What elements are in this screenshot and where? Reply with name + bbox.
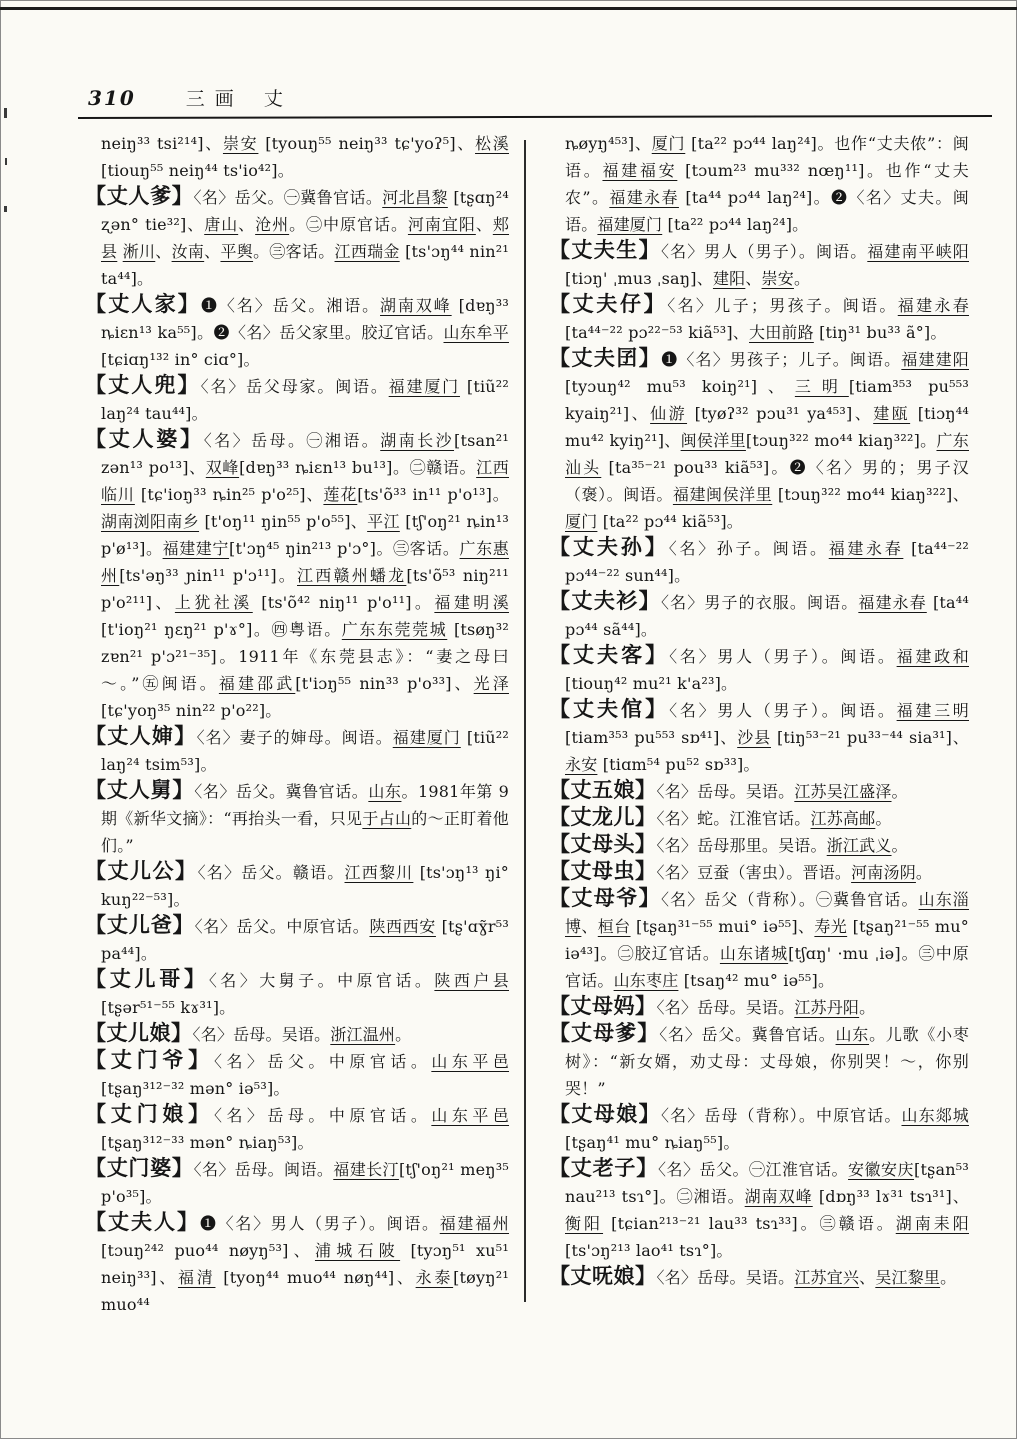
body-text: 、 [745,269,762,288]
body-text: [ta⁴⁴ pɔ⁴⁴ sã⁴⁴]。 [565,593,970,639]
place-name: 福建厦门 [597,215,663,234]
dictionary-entry [549,292,969,346]
body-text: [dɒŋ³³ lɤ³¹ tsɿ³¹]、 [812,1187,969,1206]
body-text: [tʂ'ɑɣ̃r⁵³ pa⁴⁴]。 [101,917,510,963]
header-rule [78,115,992,119]
body-text: [tyøʔ³² pɔu³¹ ya⁴⁵³]、 [687,404,874,423]
dictionary-entry [549,697,969,778]
body-text: [dɐŋ³³ ȵiɛn¹³ ka⁵⁵]。❷〈名〉岳父家里。胶辽官话。 [101,296,509,342]
place-name: 仙游 [650,404,688,423]
place-name: 山东郯城 [901,1106,969,1125]
place-name: 福建永春 [858,593,927,612]
place-name: 广东惠州 [101,539,509,585]
body-text: 。 [891,782,908,801]
dictionary-entry [549,1102,969,1156]
body-text: [tyoŋ⁴⁴ muo⁴⁴ nøŋ⁴⁴]、 [215,1268,416,1287]
dictionary-entry [549,1264,969,1291]
dictionary-entry [549,778,969,805]
dictionary-entry [85,859,509,913]
place-name: 厦门 [651,134,686,153]
entry-headword: 【丈人舅】 [85,777,195,802]
body-text: [ta⁴⁴ pɔ⁴⁴ laŋ²⁴]。❷〈名〉丈夫。闽语。 [565,188,969,234]
body-text: [tiũ²² laŋ²⁴ tsim⁵³]。 [101,728,510,774]
entry-headword: 【丈人家】 [85,291,202,316]
body-text: [tʂan⁵³ nau²¹³ tsɿ°]。㊁湘语。 [565,1160,970,1206]
body-text: [tɕ'ioŋ³³ ȵin²⁵ p'o²⁵]、 [134,485,324,504]
place-name: 崇安 [222,134,259,153]
place-name: 沧州 [255,215,290,234]
place-name: 江西瑞金 [334,242,400,261]
entry-headword: 【丈门娘】 [85,1101,214,1126]
place-name: 福建厦门 [388,377,460,396]
page-number: 310 [88,86,136,110]
place-name: 平舆 [220,242,254,261]
body-text: [ts'əŋ³³ ɲin¹¹ p'ɔ¹¹]。 [119,566,298,585]
body-text: [ta⁴⁴⁻²² pɔ⁴⁴⁻²² sun⁴⁴]。 [565,539,970,585]
entry-headword: 【丈母爹】 [549,1020,660,1045]
place-name: 郏县 [101,215,510,261]
body-text: 。儿歌《小枣树》：“新女婿，劝丈母：丈母娘，你别哭！～，你别哭！” [565,1025,970,1098]
body-text: 。 [940,1268,957,1287]
place-name: 河南宜阳 [407,215,476,234]
body-text: neiŋ³³ tsi²¹⁴]、 [101,134,223,153]
place-name: 福建永春 [609,188,679,207]
dictionary-entry [85,184,509,292]
place-name: 湖南耒阳 [895,1214,969,1233]
body-text: 。1981年第 9 期《新华文摘》：“再抬头一看，只见 [101,782,509,828]
body-text: 〈名〉岳父（背称）。㊀冀鲁官话。 [661,890,919,909]
entry-headword: 【丈母虫】 [549,858,657,883]
place-name: 唐山 [204,215,239,234]
entry-headword: 【丈人婶】 [85,723,197,748]
place-name: 福建邵武 [218,674,296,693]
body-text: [tʂər⁵¹⁻⁵⁵ kɤ³¹]。 [101,998,236,1017]
body-text: [tyɔuŋ⁴² mu⁵³ koiŋ²¹]、 [565,377,795,396]
body-text: [tʂaŋ³¹²⁻³³ mən° ȵiaŋ⁵³]。 [101,1133,314,1152]
scan-artifact [5,158,7,165]
place-name: 山东牟平 [443,323,509,342]
body-text: 〈名〉蛇。江淮官话。 [656,809,811,828]
place-name: 寿光 [814,917,848,936]
body-text: [tʃɑŋ' ·mu ˌiə]。㊂中原官话。 [565,944,969,990]
entry-headword: 【丈门婆】 [85,1155,194,1180]
dictionary-entry [549,346,969,535]
radical-char: 丈 [263,88,283,110]
body-text: [tyouŋ⁵⁵ neiŋ³³ tɕ'yoʔ⁵]、 [258,134,476,153]
entry-headword: 【丈龙儿】 [549,804,657,829]
place-name: 山东 [368,782,402,801]
entry-continuation [549,130,969,238]
body-text: [tiam³⁵³ pu⁵⁵³ sɒ⁴¹]、 [565,728,738,747]
place-name: 福建长汀 [333,1160,399,1179]
body-text: [tiũ²² laŋ²⁴ tau⁴⁴]。 [101,377,509,423]
body-text: [tɔuŋ²⁴² puo⁴⁴ nøyŋ⁵³]、 [101,1241,315,1260]
dictionary-entry [85,292,509,373]
body-text: 。 [793,269,811,288]
body-text: 〈名〉岳母。吴语。 [656,998,795,1017]
place-name: 沙县 [737,728,771,747]
place-name: 浙江武义 [826,836,892,855]
entry-headword: 【丈人爹】 [85,183,194,208]
place-name: 福建政和 [896,647,969,666]
body-text: 。 [891,836,908,855]
entry-headword: 【丈夫囝】 [549,345,662,370]
entry-headword: 【丈人兜】 [85,372,201,397]
place-name: 浦城石陂 [314,1241,401,1260]
body-text: 。㊁中原官话。 [289,215,408,234]
place-name: 吴江黎里 [875,1268,941,1287]
body-text: 〈名〉豆蚕（害虫）。晋语。 [656,863,852,882]
place-name: 湖南浏阳南乡 [101,512,200,531]
body-text: 〈名〉大舅子。中原官话。 [208,971,435,990]
body-text: [ts'ɔŋ²¹³ lao⁴¹ tsɿ°]。 [565,1241,733,1260]
body-text: 〈名〉孙子。闽语。 [668,539,829,558]
place-name: 安徽安庆 [848,1160,915,1179]
place-name: 平江 [367,512,400,531]
body-text: [ta²² pɔ⁴⁴ kiã⁵³]。 [597,512,743,531]
place-name: 莲花 [323,485,358,504]
place-name: 福建三明 [896,701,969,720]
entry-continuation [85,130,509,184]
body-text: ❶〈名〉男人（男子）。闽语。 [199,1214,440,1233]
body-text: [tʃ'oŋ²¹ ȵin¹³ p'ø¹³]。 [101,512,510,558]
place-name: 江西赣州蟠龙 [297,566,407,585]
dictionary-entry [549,1021,969,1102]
body-text: [tʂaŋ²¹⁻⁵⁵ mu° iə⁴³]。㊁胶辽官话。 [565,917,969,963]
place-name: 山东平邑 [431,1052,510,1071]
body-text: 。 [395,1025,412,1044]
body-text: [ta⁴⁴⁻²² pɔ²²⁻⁵³ kiã⁵³]、 [565,323,750,342]
entry-headword: 【丈母头】 [549,831,657,856]
place-name: 松溪 [475,134,509,153]
dictionary-entry [549,535,969,589]
place-name: 陕西户县 [434,971,509,990]
body-text: 、 [155,242,172,261]
entry-headword: 【丈门爷】 [85,1047,214,1072]
dictionary-entry [549,805,969,832]
body-text: 〈名〉岳父。㊀江淮官话。 [658,1160,849,1179]
body-text: 。㊂客话。 [253,242,335,261]
section-title: 三画 [185,88,244,110]
place-name: 山东诸城 [719,944,789,963]
dictionary-entry [549,859,969,886]
place-name: 福建厦门 [392,728,461,747]
place-name: 福清 [177,1268,216,1287]
body-text: ȵøyŋ⁴⁵³]、 [565,134,652,153]
entry-headword: 【丈母妈】 [549,993,657,1018]
place-name: 福建永春 [828,539,904,558]
entry-headword: 【丈儿公】 [85,858,198,883]
place-name: 闽侯洋里 [680,431,746,450]
body-text: [t'ioŋ²¹ ŋɛŋ²¹ p'ɤ°]。㊃粤语。 [101,620,342,639]
body-text: [tʂaŋ⁴¹ mu° ȵiaŋ⁵⁵]。 [565,1133,740,1152]
entry-headword: 【丈夫衫】 [549,588,662,613]
dictionary-entry [85,1156,509,1210]
place-name: 崇安 [761,269,794,288]
dictionary-entry [85,913,509,967]
body-text: 〈名〉岳父。冀鲁官话。 [659,1025,836,1044]
body-text: [dɐŋ³³ ȵiɛn¹³ bu¹³]。㊁赣语。 [239,458,477,477]
body-text: 〈名〉岳父。中原官话。 [213,1052,432,1071]
dictionary-entry [85,1048,509,1102]
place-name: 淅川 [122,242,156,261]
entry-headword: 【丈人婆】 [85,426,204,451]
place-name: 大田前路 [749,323,814,342]
place-name: 福建建阳 [901,350,969,369]
body-text: [ta²² pɔ⁴⁴ laŋ²⁴]。也作“丈夫侬”：闽语。 [565,134,969,180]
body-text: [tiam³⁵³ pu⁵⁵³ kyaiŋ²¹]、 [565,377,969,423]
dictionary-entry [85,373,509,427]
place-name: 福建福安 [602,161,678,180]
body-text: [tiouŋ⁵⁵ neiŋ⁴⁴ ts'io⁴²]。 [101,161,294,180]
entry-headword: 【丈夫孙】 [549,534,669,559]
place-name: 山东淄博 [565,890,969,936]
body-text: [tʂaŋ³¹²⁻³² mən° iə⁵³]。 [101,1079,290,1098]
dictionary-entry [549,832,969,859]
column-divider [524,140,526,1302]
place-name: 陕西西安 [369,917,436,936]
place-name: 广东汕头 [565,431,969,477]
place-name: 于占山 [362,809,412,828]
place-name: 光泽 [473,674,509,693]
dictionary-entry [85,967,509,1021]
body-text: [tɕ'yoŋ³⁵ nin²² p'o²²]。 [101,701,282,720]
place-name: 福建南平峡阳 [867,242,969,261]
body-text: 、 [859,1268,876,1287]
dictionary-entry [549,643,969,697]
dictionary-entry [549,589,969,643]
body-text: [tiɑm⁵⁴ pu⁵² sɒ³³]。 [597,755,760,774]
body-text: 〈名〉岳母。中原官话。 [213,1106,432,1125]
body-text: [tøyŋ²¹ muo⁴⁴ [101,1268,509,1314]
body-text: [tiŋ⁵³⁻²¹ pu³³⁻⁴⁴ sia³¹]、 [771,728,970,747]
place-name: 福建明溪 [434,593,509,612]
body-text: 〈名〉男子的衣服。闽语。 [661,593,859,612]
body-text: [tiŋ³¹ bu³³ ã°]。 [813,323,947,342]
entry-headword: 【丈儿娘】 [85,1020,193,1045]
body-text: [tɔum²³ mu³³² nœŋ¹¹]。也作“丈夫农”。 [565,161,970,207]
entry-headword: 【丈儿爸】 [85,912,195,937]
body-text: [ta²² pɔ⁴⁴ laŋ²⁴]。 [662,215,809,234]
body-text: [ts'õ³³ in¹¹ p'o¹³]。 [357,485,510,504]
body-text: [tʂaŋ³¹⁻⁵⁵ mui° iə⁵⁵]、 [630,917,815,936]
place-name: 福建永春 [897,296,969,315]
dictionary-entry [549,1156,969,1264]
place-name: 江西黎川 [344,863,414,882]
place-name: 双峰 [205,458,240,477]
place-name: 上犹社溪 [174,593,253,612]
body-text: [tiɔŋ' ˌmuɜ ˌsaŋ]、 [565,269,713,288]
dictionary-entry [85,1210,509,1318]
body-text: 〈名〉妻子的婶母。闽语。 [196,728,393,747]
place-name: 河南汤阴 [851,863,916,882]
body-text: 〈名〉岳父。㊀冀鲁官话。 [193,188,383,207]
body-text: [ts'ɔŋ¹³ ŋi° kuŋ²²⁻⁵³]。 [101,863,509,909]
place-name: 衡阳 [565,1214,604,1233]
body-text: 、 [204,242,221,261]
body-text: 〈名〉岳母（背称）。中原官话。 [661,1106,902,1125]
body-text: 〈名〉岳母。吴语。 [192,1025,331,1044]
body-text: [tɕiɑŋ¹³² in° ciɑ°]。 [101,350,260,369]
scan-artifact [4,206,7,212]
entry-headword: 【丈母娘】 [549,1101,661,1126]
body-text: ❶〈名〉岳父。湘语。 [201,296,381,315]
dictionary-entry [85,1021,509,1048]
body-text: [tiouŋ⁴² mu²¹ k'a²³]。 [565,674,738,693]
place-name: 湖南双峰 [380,296,452,315]
body-text: 。 [915,863,933,882]
place-name: 河北昌黎 [382,188,448,207]
place-name: 福建建宁 [162,539,230,558]
body-text: 的～正盯着他们。” [101,809,510,855]
entry-headword: 【丈夫仔】 [549,291,668,316]
body-text: 、 [475,215,493,234]
dictionary-entry [85,427,509,724]
body-text: 、 [238,215,256,234]
entry-headword: 【丈夫倌】 [549,696,670,721]
place-name: 广东东莞莞城 [341,620,448,639]
place-name: 建阳 [712,269,746,288]
body-text: 〈名〉岳母。吴语。 [656,1268,795,1287]
place-name: 江西临川 [101,458,509,504]
place-name: 厦门 [565,512,598,531]
body-text: 〈名〉儿子；男孩子。闽语。 [667,296,898,315]
dictionary-entry [85,778,509,859]
body-text: ❶〈名〉男孩子；儿子。闽语。 [661,350,902,369]
body-text: 〈名〉岳母。㊀湘语。 [203,431,381,450]
place-name: 江苏吴江盛泽 [794,782,892,801]
dictionary-entry [549,994,969,1021]
body-text: 〈名〉岳母。吴语。 [656,782,795,801]
dictionary-entry [549,238,969,292]
body-text: 、 [581,917,598,936]
body-text: [tiɔŋ⁴⁴ mu⁴² kyiŋ²¹]、 [565,404,969,450]
body-text: 〈名〉岳父。中原官话。 [194,917,370,936]
dictionary-entry [85,1102,509,1156]
place-name: 江苏宜兴 [794,1268,860,1287]
body-text: [tʃ'oŋ²¹ meŋ³⁵ p'o³⁵]。 [101,1160,509,1206]
place-name: 永安 [565,755,598,774]
place-name: 建瓯 [873,404,911,423]
body-text: [tɔuŋ³²² mo⁴⁴ kiaŋ³²²]。 [745,431,937,450]
body-text: 〈名〉岳父。冀鲁官话。 [194,782,369,801]
entry-headword: 【丈母爷】 [549,885,661,910]
body-text: 〈名〉岳父母家。闽语。 [200,377,389,396]
place-name: 永泰 [415,1268,454,1287]
place-name: 福建福州 [439,1214,510,1233]
place-name: 山东平邑 [431,1106,510,1125]
dictionary-entry [85,724,509,778]
place-name: 湖南双峰 [744,1187,813,1206]
place-name: 山东 [835,1025,870,1044]
entry-headword: 【丈呒娘】 [549,1263,657,1288]
entry-headword: 【丈儿哥】 [85,966,209,991]
body-text: [tsøŋ³² zɐn²¹ p'ɔ²¹⁻³⁵]。1911年《东莞县志》：“妻之母曰～。”㊄闽语。 [101,620,509,693]
place-name: 山东枣庄 [613,971,679,990]
body-text: 〈名〉岳母。闽语。 [193,1160,334,1179]
entry-headword: 【丈夫人】 [85,1209,200,1234]
body-text: [t'iɔŋ⁵⁵ nin³³ p'o³³]、 [295,674,474,693]
body-text: 〈名〉男人（男子）。闽语。 [669,701,897,720]
place-name: 三明 [794,377,849,396]
body-text: [ts'õ⁵³ niŋ²¹¹ p'o²¹¹]、 [101,566,509,612]
entry-headword: 【丈老子】 [549,1155,659,1180]
body-text: [t'ɔŋ⁴⁵ ŋin²¹³ p'ɔ°]。㊂客话。 [229,539,460,558]
body-text: [tɕian²¹³⁻²¹ lau³³ tsɿ³³]。㊂赣语。 [603,1214,896,1233]
scan-artifact [4,108,7,118]
body-text: 〈名〉男人（男子）。闽语。 [669,647,897,666]
entry-headword: 【丈夫生】 [549,237,661,262]
place-name: 桓台 [597,917,631,936]
body-text: 〈名〉岳母那里。吴语。 [656,836,827,855]
entry-headword: 【丈夫客】 [549,642,670,667]
body-text: 。 [859,998,876,1017]
body-text: [tyɔŋ⁵¹ xu⁵¹ neiŋ³³]、 [101,1241,509,1287]
body-text: [tʂɑŋ²⁴ ʐən° tie³²]、 [101,188,509,234]
place-name: 汝南 [171,242,205,261]
body-text: [t'oŋ¹¹ ŋin⁵⁵ p'o⁵⁵]、 [199,512,368,531]
entry-headword: 【丈五娘】 [549,777,657,802]
body-text: [tɔuŋ³²² mo⁴⁴ kiaŋ³²²]、 [772,485,969,504]
body-text: [ts'õ⁴² niŋ¹¹ p'o¹¹]。 [252,593,435,612]
left-column [85,130,509,1318]
body-text: [ta³⁵⁻²¹ pou³³ kiã⁵³]。❷〈名〉男的；男子汉（褒）。闽语。 [565,458,969,504]
body-text: [ts'ɔŋ⁴⁴ nin²¹ ta⁴⁴]。 [101,242,509,288]
right-column [549,130,969,1291]
body-text: [tsaŋ⁴² mu° iə⁵⁵]。 [678,971,835,990]
body-text: 。 [875,809,892,828]
place-name: 江苏高邮 [810,809,876,828]
place-name: 福建闽侯洋里 [672,485,773,504]
body-text: 〈名〉男人（男子）。闽语。 [661,242,868,261]
place-name: 湖南长沙 [380,431,455,450]
scan-top-line [0,7,1017,10]
place-name: 江苏丹阳 [794,998,860,1017]
page-header [88,84,283,111]
dictionary-entry [549,886,969,994]
body-text: 〈名〉岳父。赣语。 [197,863,345,882]
place-name: 浙江温州 [330,1025,396,1044]
body-text: [tsan²¹ zən¹³ po¹³]、 [101,431,509,477]
